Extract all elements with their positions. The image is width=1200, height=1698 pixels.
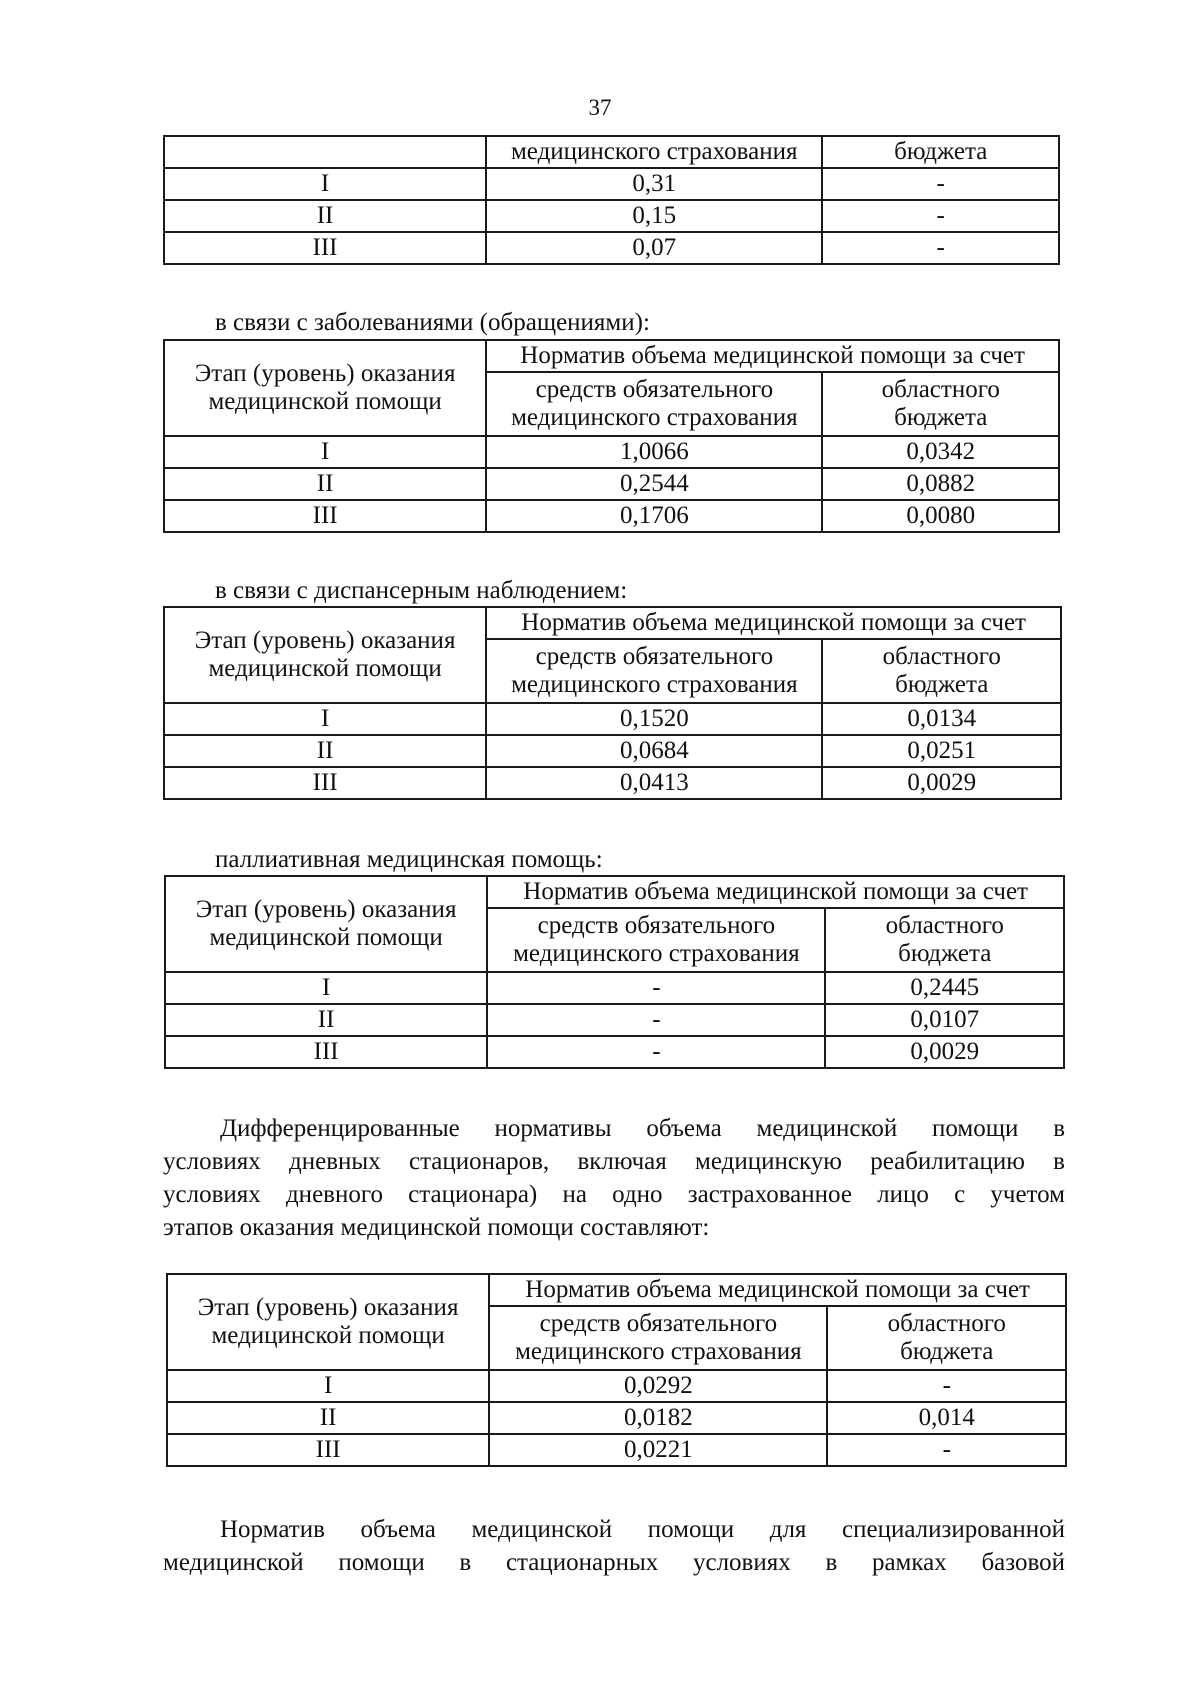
table-row: [165, 1036, 1064, 1068]
oms-value: -: [487, 1036, 825, 1068]
header-stage-line2: медицинской помощи: [208, 388, 442, 415]
header-oms-line2: медицинского страхования: [511, 404, 798, 431]
table-row: [164, 468, 1059, 500]
table-dispensary: [163, 606, 1062, 800]
stage-cell: III: [167, 1434, 489, 1466]
paragraph-line: условиях дневных стационаров, включая медицинскую реабилитацию в: [163, 1148, 1065, 1175]
budget-value: 0,0882: [822, 468, 1059, 500]
budget-value: 0,0251: [822, 735, 1061, 767]
table-row: [167, 1434, 1066, 1466]
oms-value: 0,31: [486, 168, 822, 200]
column-header-oms: [486, 639, 822, 703]
column-header-oms: медицинского страхования: [486, 136, 822, 168]
header-oms-line2: медицинского страхования: [515, 1338, 802, 1365]
paragraph-specialized-care: [163, 1513, 1065, 1579]
oms-value: 0,15: [486, 200, 822, 232]
header-oms-line1: средств обязательного: [535, 643, 774, 670]
header-budget-line2: бюджета: [894, 404, 988, 431]
column-header-oms: [486, 372, 822, 436]
header-stage-line1: Этап (уровень) оказания: [197, 1294, 459, 1321]
oms-value: 0,0221: [489, 1434, 827, 1466]
header-oms-line1: средств обязательного: [539, 1310, 778, 1337]
page-number: 37: [588, 95, 612, 120]
table-row: [164, 767, 1061, 799]
header-stage-line2: медицинской помощи: [208, 655, 442, 682]
oms-value: 0,0413: [486, 767, 822, 799]
empty-cell: [164, 136, 486, 168]
budget-value: 0,2445: [825, 972, 1064, 1004]
stage-cell: II: [164, 468, 486, 500]
paragraph-line: этапов оказания медицинской помощи составляют:: [163, 1214, 710, 1241]
column-header-oms: [489, 1306, 827, 1370]
oms-value: 1,0066: [486, 436, 822, 468]
header-oms-line2: медицинского страхования: [513, 940, 800, 967]
stage-cell: III: [164, 767, 486, 799]
stage-cell: I: [167, 1370, 489, 1402]
budget-value: 0,0134: [822, 703, 1061, 735]
paragraph-line: условиях дневного стационара) на одно застрахованное лицо с учетом: [163, 1181, 1065, 1208]
table-header-row: [164, 340, 1059, 372]
header-budget-line1: областного: [882, 643, 1001, 670]
table-day-hospital: [166, 1273, 1067, 1467]
table-palliative: [164, 875, 1065, 1069]
header-stage-line1: Этап (уровень) оказания: [195, 896, 457, 923]
paragraph-line: Дифференцированные нормативы объема медицинской помощи в: [220, 1115, 1065, 1142]
table-header-row: [167, 1274, 1066, 1306]
budget-value: -: [822, 200, 1059, 232]
stage-cell: I: [164, 168, 486, 200]
table-row: [164, 500, 1059, 532]
column-header-stage: [164, 607, 486, 703]
budget-value: -: [822, 168, 1059, 200]
column-header-norm: Норматив объема медицинской помощи за счет: [487, 876, 1064, 908]
column-header-stage: [167, 1274, 489, 1370]
column-header-budget: [825, 908, 1064, 972]
oms-value: 0,0292: [489, 1370, 827, 1402]
header-budget-line2: бюджета: [895, 671, 989, 698]
column-header-stage: [164, 340, 486, 436]
table-header-row: [165, 876, 1064, 908]
table-row: [164, 200, 1059, 232]
paragraph-line: медицинской помощи в стационарных условиях в рамках базовой: [163, 1549, 1065, 1576]
budget-value: 0,0029: [825, 1036, 1064, 1068]
stage-cell: III: [164, 500, 486, 532]
table-row: [164, 436, 1059, 468]
header-oms-line1: средств обязательного: [537, 912, 776, 939]
oms-value: -: [487, 1004, 825, 1036]
header-stage-line2: медицинской помощи: [211, 1322, 445, 1349]
oms-value: 0,2544: [486, 468, 822, 500]
column-header-oms: [487, 908, 825, 972]
table-row: [167, 1370, 1066, 1402]
column-header-budget: [827, 1306, 1066, 1370]
column-header-budget: бюджета: [822, 136, 1059, 168]
header-budget-line1: областного: [881, 376, 1000, 403]
budget-value: 0,014: [827, 1402, 1066, 1434]
stage-cell: II: [164, 735, 486, 767]
stage-cell: I: [164, 436, 486, 468]
header-budget-line1: областного: [885, 912, 1004, 939]
budget-value: 0,0107: [825, 1004, 1064, 1036]
oms-value: -: [487, 972, 825, 1004]
budget-value: 0,0029: [822, 767, 1061, 799]
header-oms-line2: медицинского страхования: [511, 671, 798, 698]
table-row: [167, 1402, 1066, 1434]
header-stage-line2: медицинской помощи: [209, 924, 443, 951]
table-row: [165, 1004, 1064, 1036]
table-row: [164, 232, 1059, 264]
header-stage-line1: Этап (уровень) оказания: [194, 360, 456, 387]
budget-value: -: [822, 232, 1059, 264]
column-header-budget: [822, 639, 1061, 703]
stage-cell: II: [164, 200, 486, 232]
column-header-stage: [165, 876, 487, 972]
budget-value: 0,0080: [822, 500, 1059, 532]
header-oms-line1: средств обязательного: [535, 376, 774, 403]
oms-value: 0,1520: [486, 703, 822, 735]
paragraph-day-hospital: [163, 1112, 1065, 1244]
section-caption-diseases: в связи с заболеваниями (обращениями):: [215, 309, 650, 336]
table-continuation: [163, 135, 1060, 265]
table-header-row: [164, 607, 1061, 639]
stage-cell: I: [165, 972, 487, 1004]
stage-cell: II: [167, 1402, 489, 1434]
table-row: [165, 972, 1064, 1004]
column-header-norm: Норматив объема медицинской помощи за счет: [489, 1274, 1066, 1306]
header-stage-line1: Этап (уровень) оказания: [194, 627, 456, 654]
oms-value: 0,0182: [489, 1402, 827, 1434]
stage-cell: II: [165, 1004, 487, 1036]
column-header-norm: Норматив объема медицинской помощи за счет: [486, 340, 1059, 372]
column-header-norm: Норматив объема медицинской помощи за счет: [486, 607, 1061, 639]
table-row: [164, 703, 1061, 735]
paragraph-line: Норматив объема медицинской помощи для специализированной: [220, 1516, 1065, 1543]
header-budget-line1: областного: [887, 1310, 1006, 1337]
header-budget-line2: бюджета: [900, 1338, 994, 1365]
budget-value: -: [827, 1370, 1066, 1402]
section-caption-dispensary: в связи с диспансерным наблюдением:: [215, 577, 628, 604]
section-caption-palliative: паллиативная медицинская помощь:: [215, 846, 603, 873]
stage-cell: III: [164, 232, 486, 264]
oms-value: 0,0684: [486, 735, 822, 767]
oms-value: 0,07: [486, 232, 822, 264]
table-diseases: [163, 339, 1060, 533]
oms-value: 0,1706: [486, 500, 822, 532]
table-header-row: [164, 136, 1059, 168]
header-budget-line2: бюджета: [898, 940, 992, 967]
table-row: [164, 735, 1061, 767]
stage-cell: III: [165, 1036, 487, 1068]
column-header-budget: [822, 372, 1059, 436]
table-row: [164, 168, 1059, 200]
budget-value: 0,0342: [822, 436, 1059, 468]
budget-value: -: [827, 1434, 1066, 1466]
stage-cell: I: [164, 703, 486, 735]
